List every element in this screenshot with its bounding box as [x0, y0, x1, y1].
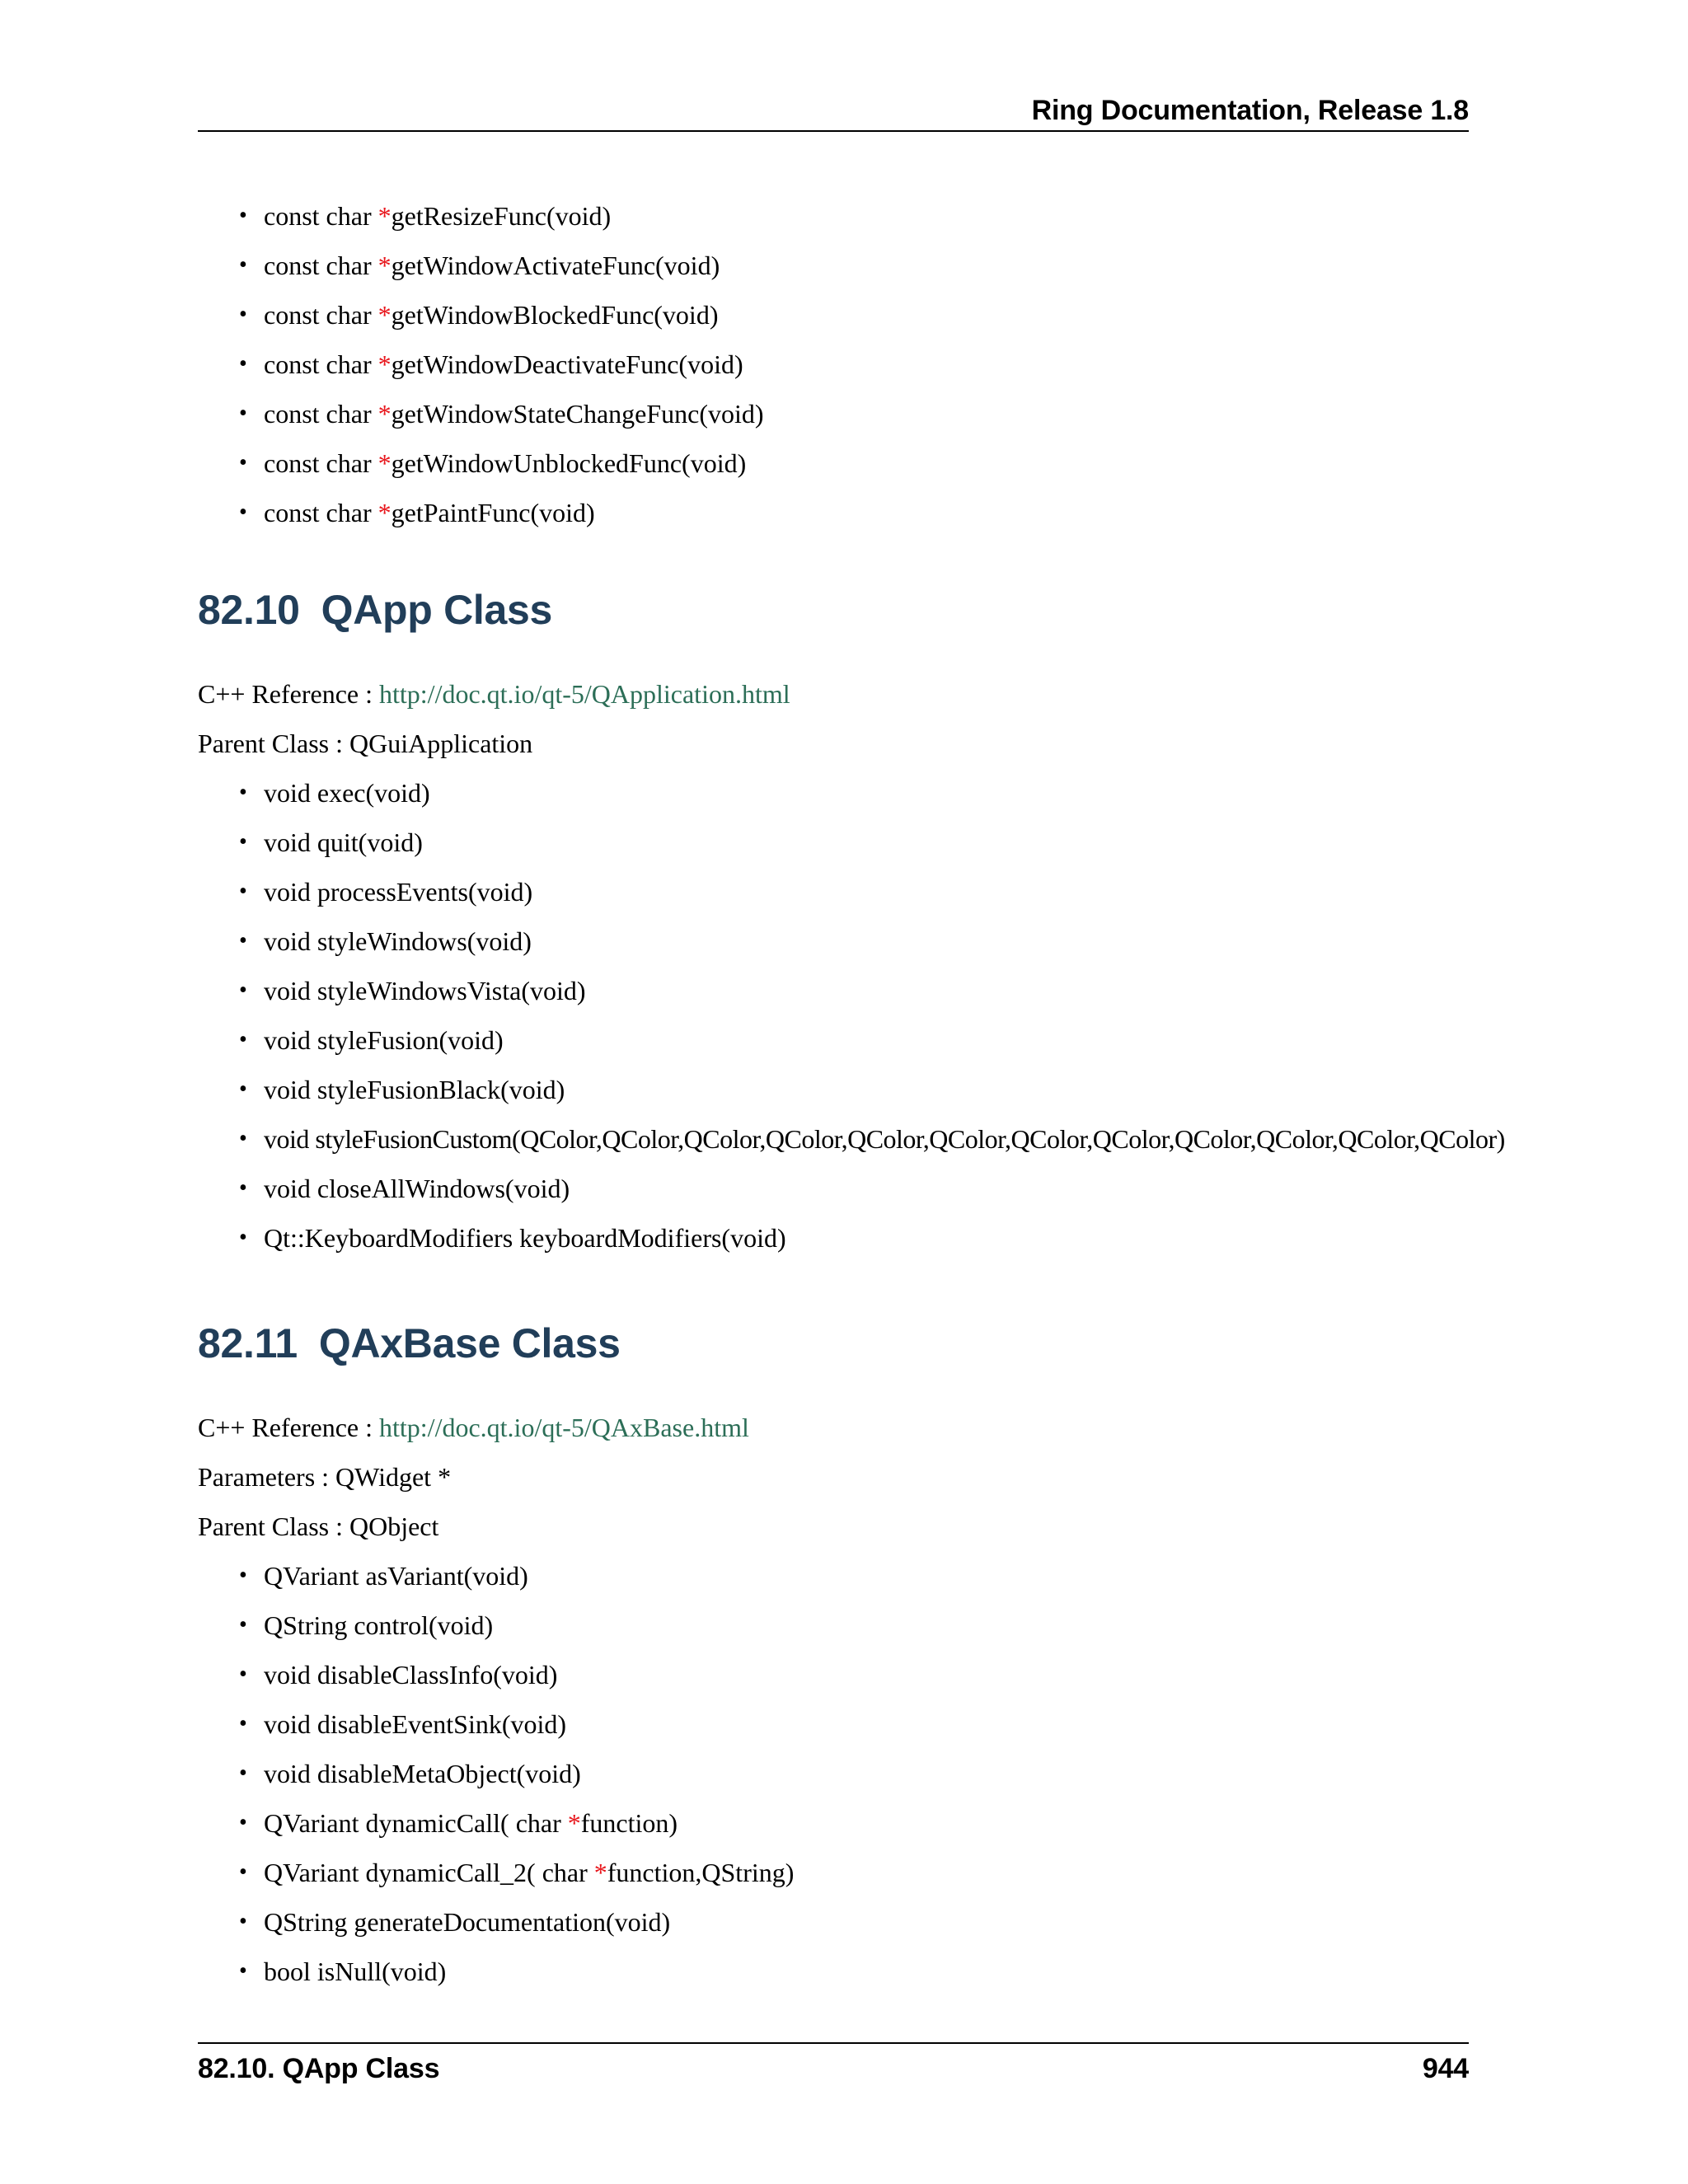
list-item: • void disableClassInfo(void)	[264, 1650, 1599, 1699]
list-item: • void styleWindowsVista(void)	[264, 966, 1599, 1015]
page-content	[198, 191, 1599, 1996]
bullet-icon: •	[239, 1027, 247, 1052]
list-item: • void styleFusionBlack(void)	[264, 1065, 1599, 1114]
method-list-qaxbase	[198, 1551, 1599, 1996]
page-number: 944	[1422, 2053, 1469, 2084]
bullet-icon: •	[239, 1612, 247, 1638]
list-item: • QString generateDocumentation(void)	[264, 1897, 1599, 1947]
list-item: • const char *getWindowStateChangeFunc(void)	[264, 389, 1599, 438]
bullet-icon: •	[239, 450, 247, 476]
method-list-continued	[198, 191, 1599, 537]
bullet-icon: •	[239, 1810, 247, 1835]
bullet-icon: •	[239, 1076, 247, 1102]
list-item: • bool isNull(void)	[264, 1947, 1599, 1996]
pointer-star: *	[377, 399, 392, 429]
parameters-line: Parameters : QWidget *	[198, 1462, 452, 1492]
list-item: • QString control(void)	[264, 1601, 1599, 1650]
pointer-star: *	[377, 251, 392, 280]
list-item: • const char *getResizeFunc(void)	[264, 191, 1599, 241]
running-header: Ring Documentation, Release 1.8	[1031, 95, 1469, 126]
bullet-icon: •	[239, 203, 247, 228]
cpp-reference-line: C++ Reference : http://doc.qt.io/qt-5/QApplication.html	[198, 679, 790, 709]
section-heading-qapp: 82.10 QApp Class	[198, 587, 553, 633]
bullet-icon: •	[239, 499, 247, 525]
bullet-icon: •	[239, 1225, 247, 1250]
list-item: • void closeAllWindows(void)	[264, 1164, 1599, 1213]
cpp-reference-link[interactable]: http://doc.qt.io/qt-5/QAxBase.html	[379, 1413, 749, 1442]
bullet-icon: •	[239, 780, 247, 805]
bullet-icon: •	[239, 1711, 247, 1736]
footer-section-ref: 82.10. QApp Class	[198, 2053, 440, 2084]
section-heading-qaxbase: 82.11 QAxBase Class	[198, 1320, 621, 1366]
cpp-reference-line: C++ Reference : http://doc.qt.io/qt-5/QAxBase.html	[198, 1413, 749, 1442]
bullet-icon: •	[239, 1661, 247, 1687]
method-list-qapp	[198, 768, 1599, 1263]
list-item: • void disableEventSink(void)	[264, 1699, 1599, 1749]
list-item: • void quit(void)	[264, 818, 1599, 867]
bullet-icon: •	[239, 252, 247, 278]
list-item: • const char *getWindowDeactivateFunc(void)	[264, 340, 1599, 389]
bullet-icon: •	[239, 1760, 247, 1786]
bullet-icon: •	[239, 1175, 247, 1201]
list-item: • void styleFusion(void)	[264, 1015, 1599, 1065]
list-item: • void styleFusionCustom(QColor,QColor,QColor,QColor,QColor,QColor,QColor,QColor,QColor,QColor,QColor,QColor)	[264, 1114, 1599, 1164]
parent-class-line: Parent Class : QObject	[198, 1511, 439, 1541]
pointer-star: *	[593, 1858, 607, 1887]
pointer-star: *	[377, 448, 392, 478]
bullet-icon: •	[239, 302, 247, 327]
section-qaxbase-class	[198, 1319, 1599, 1996]
bullet-icon: •	[239, 977, 247, 1003]
cpp-reference-link[interactable]: http://doc.qt.io/qt-5/QApplication.html	[379, 679, 790, 709]
parent-class-line: Parent Class : QGuiApplication	[198, 729, 533, 758]
bullet-icon: •	[239, 351, 247, 377]
bullet-icon: •	[239, 401, 247, 426]
pointer-star: *	[377, 498, 392, 527]
pointer-star: *	[377, 201, 392, 231]
list-item: • const char *getWindowUnblockedFunc(void)	[264, 438, 1599, 488]
list-item: • void disableMetaObject(void)	[264, 1749, 1599, 1798]
list-item: • const char *getWindowBlockedFunc(void)	[264, 290, 1599, 340]
pointer-star: *	[377, 300, 392, 330]
bullet-icon: •	[239, 1126, 247, 1151]
pointer-star: *	[567, 1808, 581, 1838]
header-rule	[198, 130, 1469, 132]
bullet-icon: •	[239, 928, 247, 954]
list-item: • const char *getPaintFunc(void)	[264, 488, 1599, 537]
list-item: • void exec(void)	[264, 768, 1599, 818]
bullet-icon: •	[239, 1859, 247, 1885]
list-item: • void processEvents(void)	[264, 867, 1599, 916]
list-item: • QVariant dynamicCall_2( char *function,QString)	[264, 1848, 1599, 1897]
bullet-icon: •	[239, 1958, 247, 1984]
bullet-icon: •	[239, 1909, 247, 1934]
footer-rule	[198, 2042, 1469, 2044]
bullet-icon: •	[239, 829, 247, 855]
bullet-icon: •	[239, 1563, 247, 1588]
bullet-icon: •	[239, 879, 247, 904]
pointer-star: *	[377, 349, 392, 379]
list-item: • QVariant asVariant(void)	[264, 1551, 1599, 1601]
section-qapp-class	[198, 585, 1599, 1263]
list-item: • QVariant dynamicCall( char *function)	[264, 1798, 1599, 1848]
list-item: • void styleWindows(void)	[264, 916, 1599, 966]
list-item: • const char *getWindowActivateFunc(void)	[264, 241, 1599, 290]
list-item: • Qt::KeyboardModifiers keyboardModifiers(void)	[264, 1213, 1599, 1263]
